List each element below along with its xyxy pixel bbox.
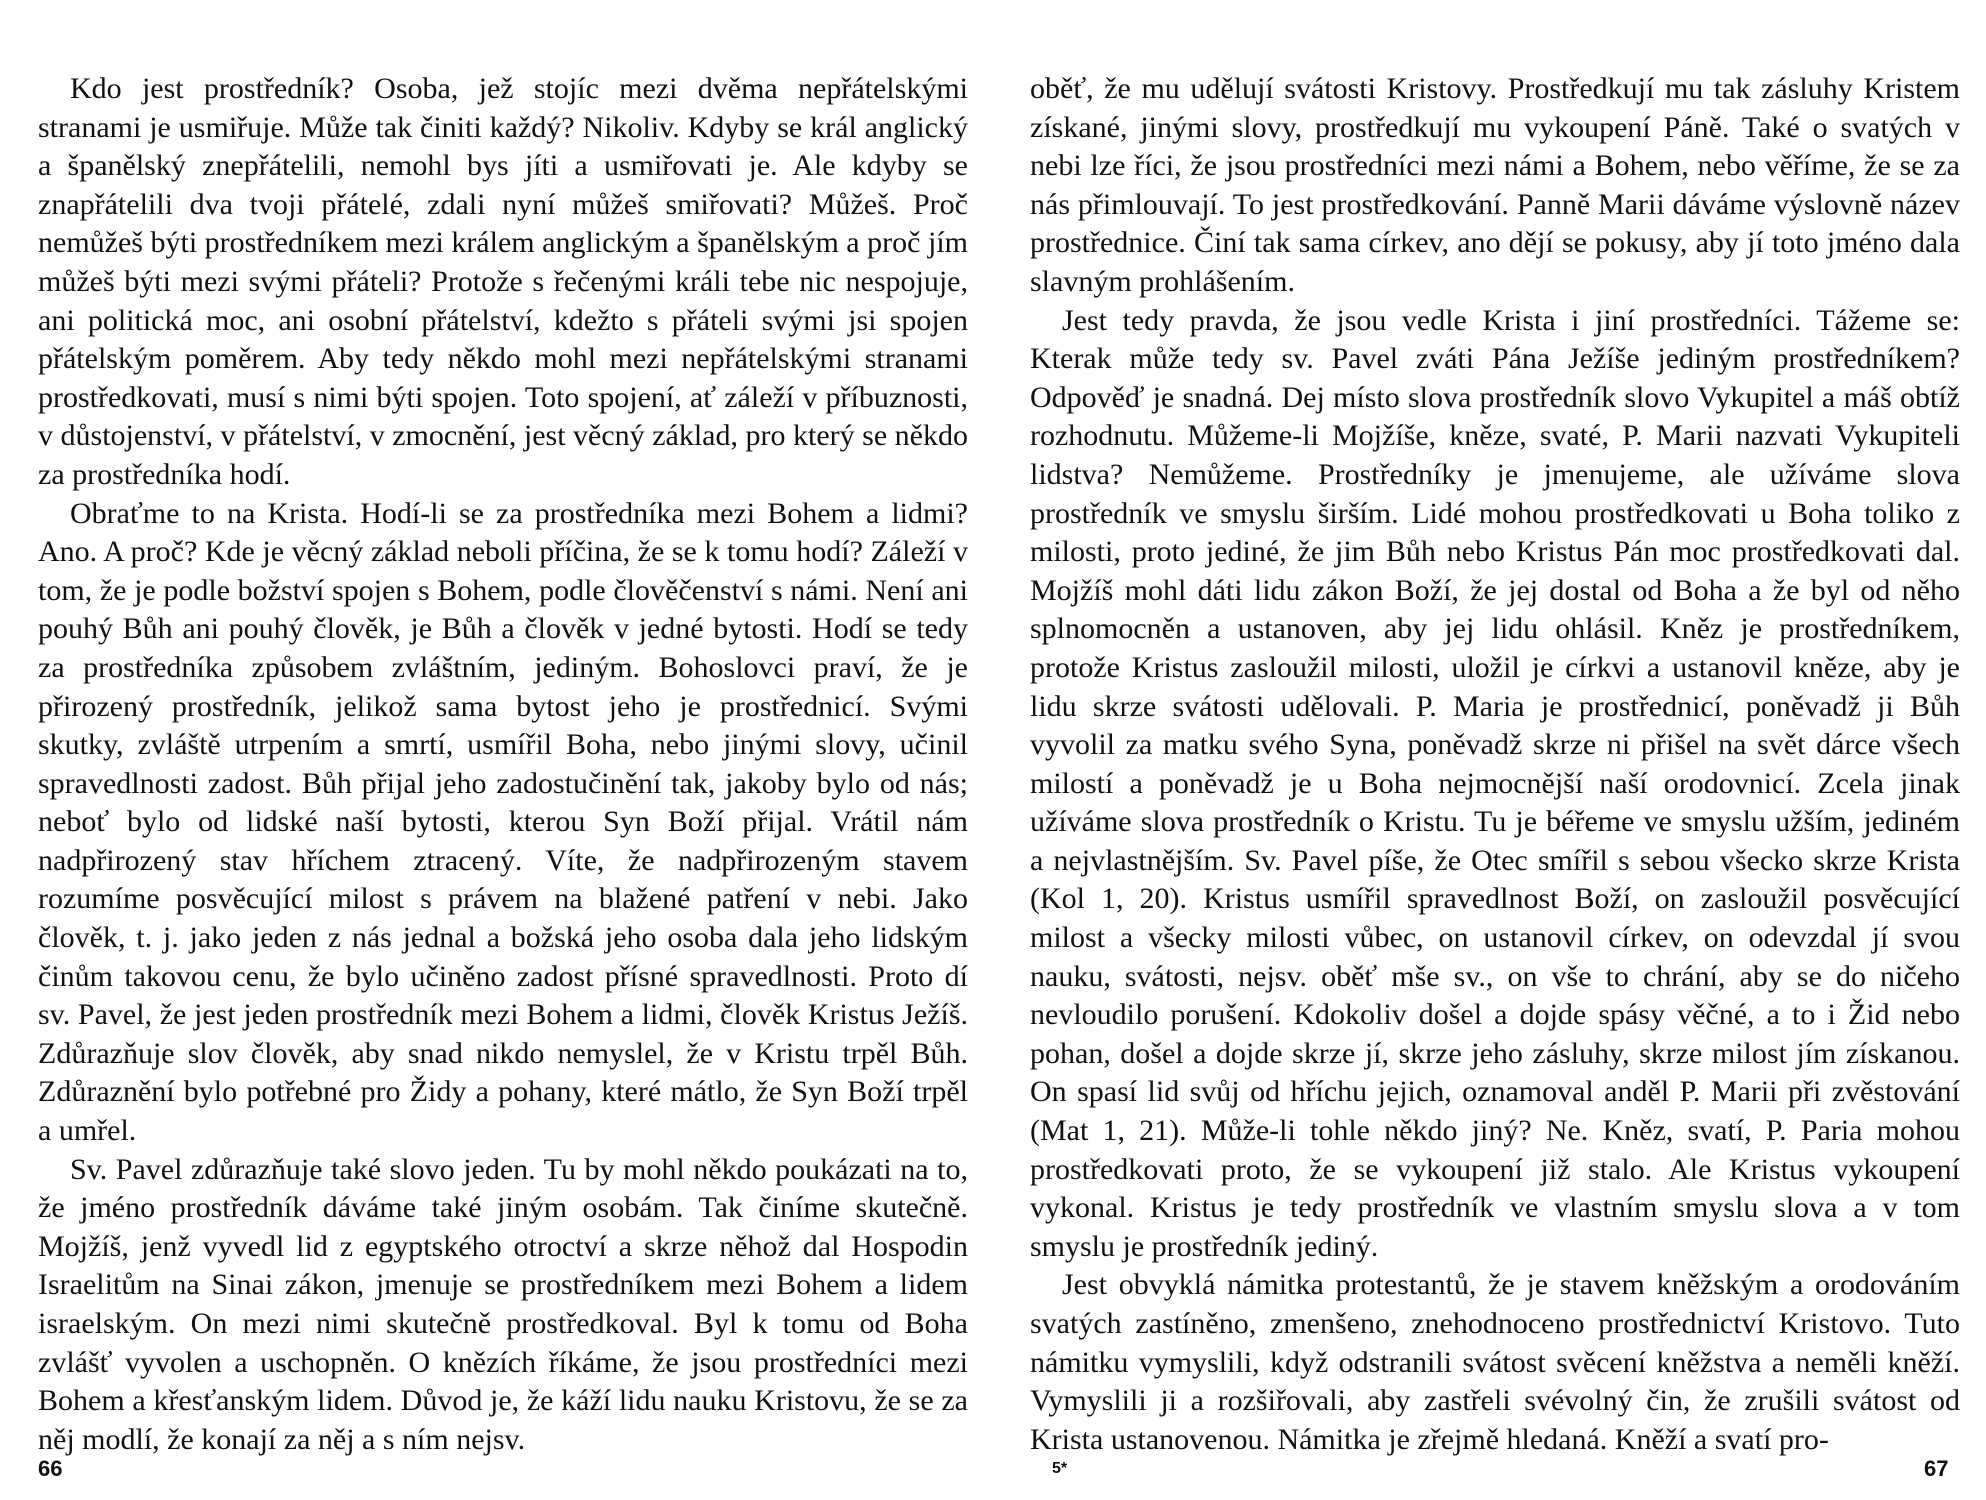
left-paragraph-1: Kdo jest prostředník? Osoba, jež stojíc mezi dvěma nepřátelskými stranami je usmiřuje. Může tak činiti každý? Nikoliv. Kdyby se král anglický a španělský znepřátelili, nemohl bys jíti a usmiřovati je. Ale kdyby se znapřátelili dva tvoji přátelé, zdali nyní můžeš smiřovati? Můžeš. Proč nemůžeš býti prostředníkem mezi králem anglickým a španělským a proč jím můžeš býti mezi svými přáteli? Protože s řečenými králi tebe nic nespojuje, ani politická moc, ani osobní přátelství, kdežto s přáteli svými jsi spojen přátelským poměrem. Aby tedy někdo mohl mezi nepřátelskými stranami prostředkovati, musí s nimi býti spojen. Toto spojení, ať záleží v příbuznosti, v důstojenství, v přátelství, v zmocnění, jest věcný základ, pro který se někdo za prostředníka hodí. [38, 72, 968, 491]
left-page [38, 70, 968, 1480]
left-paragraph-3: Sv. Pavel zdůrazňuje také slovo jeden. Tu by mohl někdo poukázati na to, že jméno prostředník dáváme také jiným osobám. Tak činíme skutečně. Mojžíš, jenž vyvedl lid z egyptského otroctví a skrze něhož dal Hospodin Israelitům na Sinai zákon, jmenuje se prostředníkem mezi Bohem a lidem israelským. On mezi nimi skutečně prostředkoval. Byl k tomu od Boha zvlášť vyvolen a uschopněn. O knězích říkáme, že jsou prostředníci mezi Bohem a křesťanským lidem. Důvod je, že káží lidu nauku Kristovu, že se za něj modlí, že konají za něj a s ním nejsv. [38, 1152, 968, 1456]
left-paragraph-2: Obraťme to na Krista. Hodí-li se za prostředníka mezi Bohem a lidmi? Ano. A proč? Kde je věcný základ neboli příčina, že se k tomu hodí? Záleží v tom, že je podle božství spojen s Bohem, podle člověčenství s námi. Není ani pouhý Bůh ani pouhý člověk, je Bůh a člověk v jedné bytosti. Hodí se tedy za prostředníka způsobem zvláštním, jediným. Bohoslovci praví, že je přirozený prostředník, jelikož sama bytost jeho je prostřednicí. Svými skutky, zvláště utrpením a smrtí, usmířil Boha, nebo jinými slovy, učinil spravedlnosti zadost. Bůh přijal jeho zadostučinění tak, jakoby bylo od nás; neboť bylo od lidské naší bytosti, kterou Syn Boží přijal. Vrátil nám nadpřirozený stav hříchem ztracený. Víte, že nadpřirozeným stavem rozumíme posvěcující milost s právem na blažené patření v nebi. Jako člověk, t. j. jako jeden z nás jednal a božská jeho osoba dala jeho lidským činům takovou cenu, že bylo učiněno zadost přísné spravedlnosti. Proto dí sv. Pavel, že jest jeden prostředník mezi Bohem a lidmi, člověk Kristus Ježíš. Zdůrazňuje slov člověk, aby snad nikdo nemyslel, že v Kristu trpěl Bůh. Zdůraznění bylo potřebné pro Židy a pohany, které mátlo, že Syn Boží trpěl a umřel. [38, 496, 968, 1148]
right-paragraph-1: oběť, že mu udělují svátosti Kristovy. Prostředkují mu tak zásluhy Kristem získané, jinými slovy, prostředkují mu vykoupení Páně. Také o svatých v nebi lze říci, že jsou prostředníci mezi námi a Bohem, nebo věříme, že se za nás přimlouvají. To jest prostředkování. Panně Marii dáváme výslovně název prostřednice. Činí tak sama církev, ano dějí se pokusy, aby jí toto jméno dala slavným prohlášením. [1030, 72, 1960, 298]
right-paragraph-3: Jest obvyklá námitka protestantů, že je stavem kněžským a orodováním svatých zastíněno, zmenšeno, znehodnoceno prostřednictví Kristovo. Tuto námitku vymyslili, když odstranili svátost svěcení kněžstva a neměli kněží. Vymyslili ji a rozšiřovali, aby zastřeli svévolný čin, že zrušili svátost od Krista ustanovenou. Námitka je zřejmě hledaná. Kněží a svatí pro- [1030, 1268, 1960, 1456]
right-paragraph-2: Jest tedy pravda, že jsou vedle Krista i jiní prostředníci. Tážeme se: Kterak může tedy sv. Pavel zváti Pána Ježíše jediným prostředníkem? Odpověď je snadná. Dej místo slova prostředník slovo Vykupitel a máš obtíž rozhodnutu. Můžeme-li Mojžíše, kněze, svaté, P. Marii nazvati Vykupiteli lidstva? Nemůžeme. Prostředníky je jmenujeme, ale užíváme slova prostředník ve smyslu širším. Lidé mohou prostředkovati u Boha toliko z milosti, proto jediné, že jim Bůh nebo Kristus Pán moc prostředkovati dal. Mojžíš mohl dáti lidu zákon Boží, že jej dostal od Boha a že byl od něho splnomocněn a ustanoven, aby jej lidu ohlásil. Kněz je prostředníkem, protože Kristus zasloužil milosti, uložil je církvi a ustanovil kněze, aby je lidu skrze svátosti udělovali. P. Maria je prostřednicí, poněvadž ji Bůh vyvolil za matku svého Syna, poněvadž skrze ni přišel na svět dárce všech milostí a poněvadž je u Boha nejmocnější naší orodovnicí. Zcela jinak užíváme slova prostředník o Kristu. Tu je béřeme ve smyslu užším, jediném a nejvlastnějším. Sv. Pavel píše, že Otec smířil s sebou všecko skrze Krista (Kol 1, 20). Kristus usmířil spravedlnost Boží, on zasloužil posvěcující milost a všecky milosti vůbec, on ustanovil církev, on odevzdal jí svou nauku, svátosti, nejsv. oběť mše sv., on vše to chrání, aby se do ničeho nevloudilo porušení. Kdokoliv došel a dojde spásy věčné, a to i Žid nebo pohan, došel a dojde skrze jí, skrze jeho zásluhy, skrze milost jím získanou. On spasí lid svůj od hříchu jejich, oznamoval anděl P. Marii při zvěstování (Mat 1, 21). Může-li tohle někdo jiný? Ne. Kněz, svatí, P. Paria mohou prostředkovati proto, že se vykoupení již stalo. Ale Kristus vykoupení vykonal. Kristus je tedy prostředník ve vlastním smyslu slova a v tom smyslu je prostředník jediný. [1030, 303, 1960, 1263]
left-page-number: 66 [38, 1456, 63, 1481]
right-page-number: 67 [1924, 1456, 1949, 1481]
right-page [1030, 70, 1960, 1480]
signature-mark: 5* [1052, 1460, 1068, 1477]
